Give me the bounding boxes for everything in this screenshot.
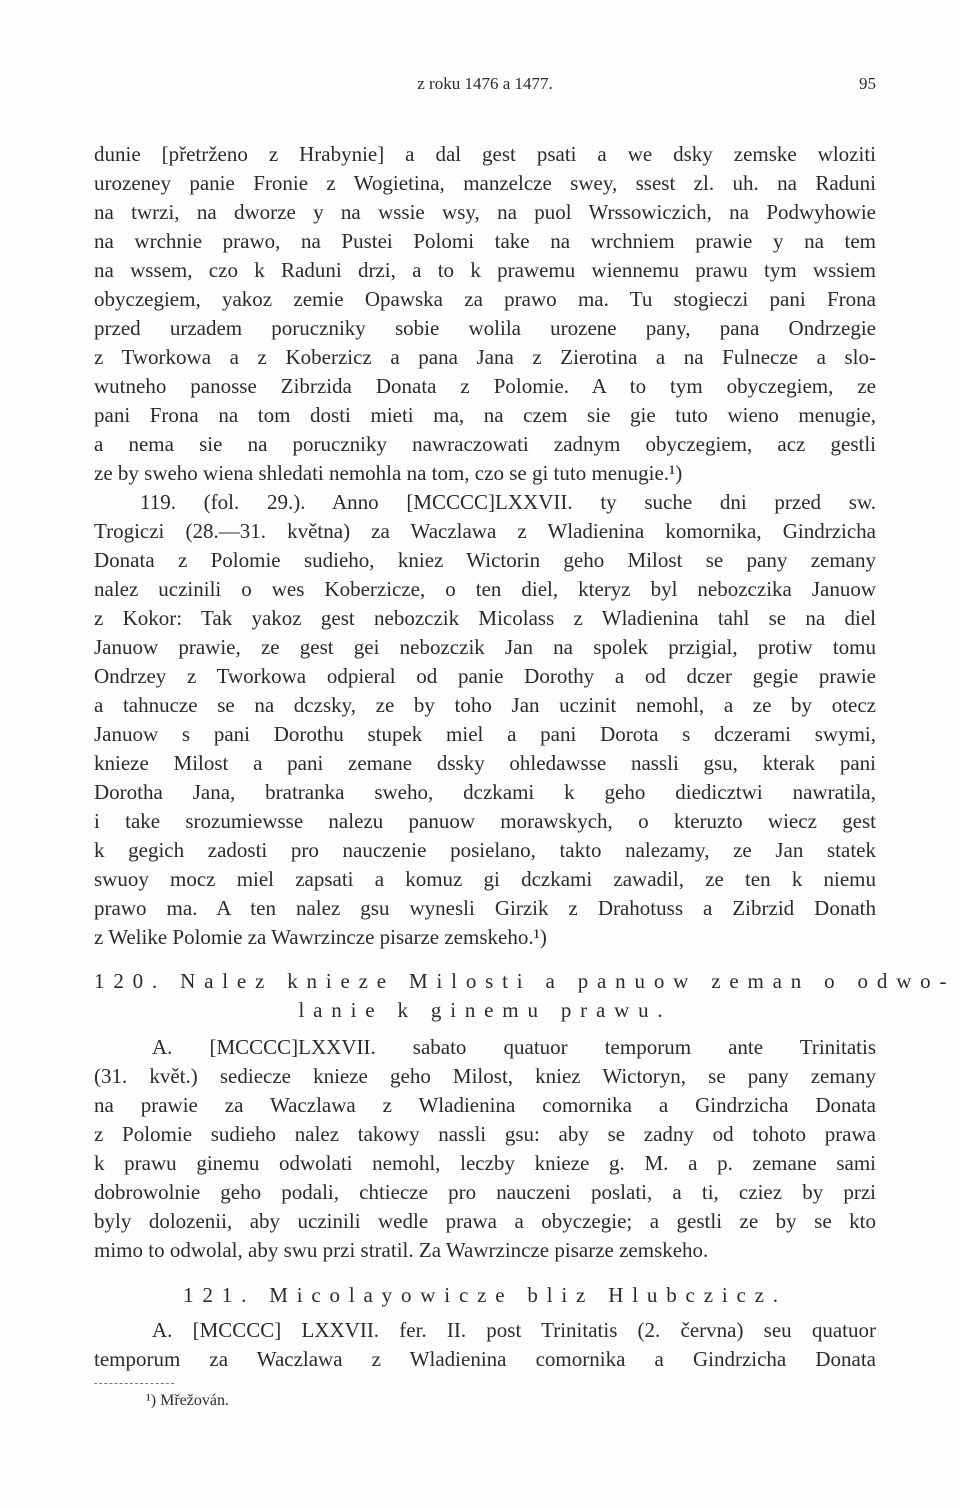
text-line: obyczegiem, yakoz zemie Opawska za prawo ma. Tu stogieczi pani Frona: [94, 287, 876, 311]
text-line: na prawie za Waczlawa z Wladienina comornika a Gindrzicha Donata: [94, 1093, 876, 1117]
text-line: na twrzi, na dworze y na wssie wsy, na puol Wrssowiczich, na Podwyhowie: [94, 200, 876, 224]
text-line: knieze Milost a pani zemane dssky ohledawsse nassli gsu, kterak pani: [94, 751, 876, 775]
text-line: k prawu ginemu odwolati nemohl, leczby knieze g. M. a p. zemane sami: [94, 1151, 876, 1175]
text-line: byly dolozenii, aby uczinili wedle prawa a obyczegie; a gestli ze by se kto: [94, 1209, 876, 1233]
section-121-heading: 121. Micolayowicze bliz Hlubczicz.: [183, 1283, 787, 1307]
text-line: ze by sweho wiena shledati nemohla na tom, czo se gi tuto menugie.¹): [94, 461, 683, 485]
section-120-heading-cont: lanie k ginemu prawu.: [298, 998, 672, 1022]
entry-119-start: 119. (fol. 29.). Anno [MCCCC]LXXVII. ty suche dni przed sw.: [140, 490, 876, 514]
footnote: ¹) Mřežován.: [146, 1392, 229, 1409]
text-line: i take srozumiewsse nalezu panuow morawskych, o kteruzto wiecz gest: [94, 809, 876, 833]
text-line: z Tworkowa a z Koberzicz a pana Jana z Zierotina a na Fulnecze a slo-: [94, 345, 876, 369]
running-title: z roku 1476 a 1477.: [417, 74, 553, 93]
text-line: urozeney panie Fronie z Wogietina, manzelcze swey, ssest zl. uh. na Raduni: [94, 171, 876, 195]
text-line: Donata z Polomie sudieho, kniez Wictorin geho Milost se pany zemany: [94, 548, 876, 572]
text-line: Januow prawie, ze gest gei nebozczik Jan na spolek przigial, protiw tomu: [94, 635, 876, 659]
text-line: dobrowolnie geho podali, chtiecze pro nauczeni poslati, a ti, cziez by przi: [94, 1180, 876, 1204]
text-line: wutneho panosse Zibrzida Donata z Polomie. A to tym obyczegiem, ze: [94, 374, 876, 398]
text-line: k gegich zadosti pro nauczenie posielano, takto nalezamy, ze Jan statek: [94, 838, 876, 862]
running-head: [94, 74, 876, 100]
text-line: Dorotha Jana, bratranka sweho, dczkami k geho diedicztwi nawratila,: [94, 780, 876, 804]
text-line: Ondrzey z Tworkowa odpieral od panie Dorothy a od dczer gegie prawie: [94, 664, 876, 688]
footnote-rule: [94, 1383, 174, 1384]
text-line: mimo to odwolal, aby swu przi stratil. Za Wawrzincze pisarze zemskeho.: [94, 1238, 709, 1262]
text-line: z Polomie sudieho nalez takowy nassli gsu: aby se zadny od tohoto prawa: [94, 1122, 876, 1146]
text-line: (31. květ.) sediecze knieze geho Milost, kniez Wictoryn, se pany zemany: [94, 1064, 876, 1088]
text-line: z Kokor: Tak yakoz gest nebozczik Micolass z Wladienina tahl se na diel: [94, 606, 876, 630]
text-line: a nema sie na poruczniky nawraczowati zadnym obyczegiem, acz gestli: [94, 432, 876, 456]
page-number: 95: [859, 74, 876, 93]
text-line: a tahnucze se na dczsky, ze by toho Jan uczinit nemohl, a ze by otecz: [94, 693, 876, 717]
text-line: dunie [přetrženo z Hrabynie] a dal gest psati a we dsky zemske wloziti: [94, 142, 876, 166]
text-line: Trogiczi (28.—31. května) za Waczlawa z Wladienina komornika, Gindrzicha: [94, 519, 876, 543]
text-line: A. [MCCCC]LXXVII. sabato quatuor temporum ante Trinitatis: [152, 1035, 876, 1059]
text-line: nalez uczinili o wes Koberzicze, o ten diel, kteryz byl nebozczika Januow: [94, 577, 876, 601]
text-line: przed urzadem poruczniky sobie wolila urozene pany, pana Ondrzegie: [94, 316, 876, 340]
text-line: prawo ma. A ten nalez gsu wynesli Girzik z Drahotuss a Zibrzid Donath: [94, 896, 876, 920]
text-line: Januow s pani Dorothu stupek miel a pani Dorota s dczerami swymi,: [94, 722, 876, 746]
text-line: na wssem, czo k Raduni drzi, a to k prawemu wiennemu prawu tym wssiem: [94, 258, 876, 282]
text-line: A. [MCCCC] LXXVII. fer. II. post Trinitatis (2. června) seu quatuor: [152, 1318, 876, 1342]
text-line: na wrchnie prawo, na Pustei Polomi take na wrchniem prawie y na tem: [94, 229, 876, 253]
text-line: z Welike Polomie za Wawrzincze pisarze zemskeho.¹): [94, 925, 547, 949]
section-120-heading: 120. Nalez knieze Milosti a panuow zeman o odwo-: [94, 969, 956, 993]
text-line: temporum za Waczlawa z Wladienina comornika a Gindrzicha Donata: [94, 1347, 876, 1371]
text-line: swuoy mocz miel zapsati a komuz gi dczkami zawadil, ze ten k niemu: [94, 867, 876, 891]
text-line: pani Frona na tom dosti mieti ma, na czem sie gie tuto wieno menugie,: [94, 403, 876, 427]
